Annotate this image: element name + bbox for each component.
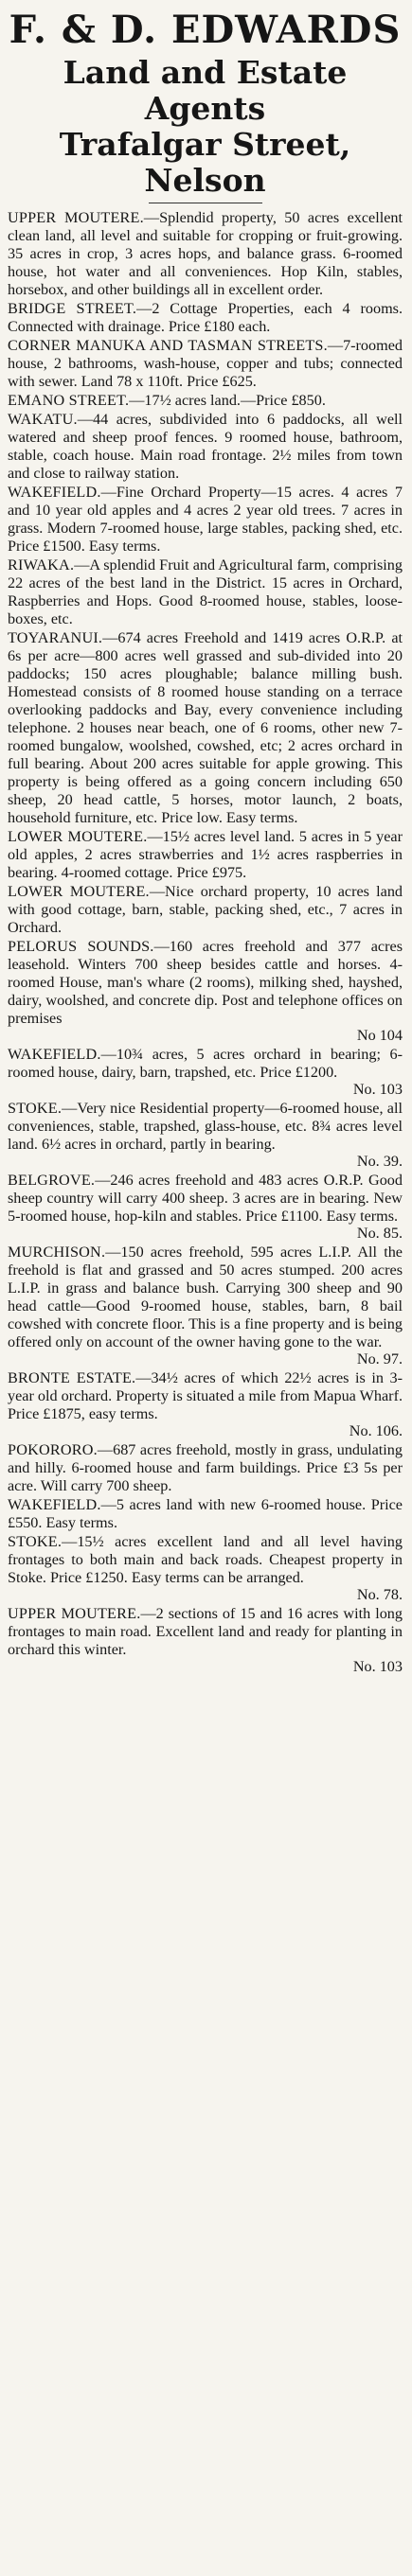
listing-item xyxy=(8,938,403,1045)
listing-location: TOYARANUI. xyxy=(8,629,103,646)
listing-description: —2 Cottage Properties, each 4 rooms. Connected with drainage. Price £180 each. xyxy=(8,300,403,335)
listing-description: —687 acres freehold, mostly in grass, undulating and hilly. 6-roomed house and farm buildings. Price £3 5s per acre. Will carry 700 sheep. xyxy=(8,1441,403,1494)
listing-location: POKORORO. xyxy=(8,1441,98,1458)
masthead xyxy=(8,6,403,203)
listing-item xyxy=(8,1369,403,1440)
listing-item xyxy=(8,337,403,391)
listing-reference-number: No. 103 xyxy=(352,1081,403,1098)
listing-description: —246 acres freehold and 483 acres O.R.P. Good sheep country will carry 400 sheep. 3 acres are in bearing. New 5-roomed house, hop-kiln and stables. Price £1100. Easy terms. xyxy=(8,1172,403,1225)
listing-location: BELGROVE. xyxy=(8,1172,96,1189)
listing-item xyxy=(8,1046,403,1099)
listing-description: —Very nice Residential property—6-roomed house, all conveniences, stable, trapshed, glass-house, etc. 8¾ acres level land. 6½ acres in orchard, partly in bearing. xyxy=(8,1100,403,1153)
listing-description: —17½ acres land.—Price £850. xyxy=(129,392,326,409)
listing-location: LOWER MOUTERE. xyxy=(8,883,150,900)
listing-item xyxy=(8,883,403,937)
listing-item xyxy=(8,484,403,556)
listing-reference-number: No. 103 xyxy=(352,1658,403,1675)
listing-location: STOKE. xyxy=(8,1533,63,1550)
listing-item xyxy=(8,1605,403,1676)
listing-location: RIWAKA. xyxy=(8,556,75,573)
listing-description: —2 sections of 15 and 16 acres with long frontages to main road. Excellent land and ready for planting in orchard this winter. xyxy=(8,1605,403,1658)
tagline: Land and Estate Agents xyxy=(63,54,348,127)
listing-item xyxy=(8,629,403,827)
listing-description: —7-roomed house, 2 bathrooms, wash-house, copper and tubs; connected with sewer. Land 78 x 110ft. Price £625. xyxy=(8,337,403,390)
listing-item xyxy=(8,392,403,410)
street-address: Trafalgar Street, xyxy=(59,126,351,163)
listing-location: BRIDGE STREET. xyxy=(8,300,137,317)
listing-location: MURCHISON. xyxy=(8,1244,106,1261)
listing-description: —5 acres land with new 6-roomed house. Price £550. Easy terms. xyxy=(8,1496,403,1531)
listing-description: —Fine Orchard Property—15 acres. 4 acres 7 and 10 year old apples and 4 acres 2 year old trees. 7 acres in grass. Modern 7-roomed house, large stables, packing shed, etc. Price £1500. Easy terms. xyxy=(8,484,403,555)
listing-description: —A splendid Fruit and Agricultural farm, comprising 22 acres of the best land in the District. 15 acres in Orchard, Raspberries and Hops. Good 8-roomed house, stables, loose-boxes, etc. xyxy=(8,556,403,627)
listing-location: UPPER MOUTERE. xyxy=(8,209,144,226)
listing-item xyxy=(8,828,403,882)
listing-description: —15½ acres excellent land and all level having frontages to both main and back roads. Cheapest property in Stoke. Price £1250. Easy terms can be arranged. xyxy=(8,1533,403,1586)
listing-location: CORNER MANUKA AND TASMAN STREETS. xyxy=(8,337,328,354)
listing-reference-number: No. 85. xyxy=(356,1225,403,1242)
listing-reference-number: No. 97. xyxy=(356,1350,403,1367)
listing-description: —Nice orchard property, 10 acres land with good cottage, barn, stable, packing shed, etc., 7 acres in Orchard. xyxy=(8,883,403,936)
listing-item xyxy=(8,209,403,299)
listing-description: —150 acres freehold, 595 acres L.I.P. All the freehold is flat and grassed and 50 acres stumped. 200 acres L.I.P. in grass and balance bush. Carrying 300 sheep and 90 head cattle—Good 9-roomed house, stables, barn, 8 bail cowshed with concrete floor. This is a fine property and is being offered only on account of the owner having gone to the war. xyxy=(8,1244,403,1350)
listing-item xyxy=(8,1100,403,1171)
listing-reference-number: No. 78. xyxy=(356,1586,403,1603)
listing-location: BRONTE ESTATE. xyxy=(8,1369,136,1386)
listing-location: STOKE. xyxy=(8,1100,63,1117)
town: Nelson xyxy=(144,162,266,199)
listing-location: WAKEFIELD. xyxy=(8,1496,101,1513)
listing-item xyxy=(8,1533,403,1604)
listing-location: WAKATU. xyxy=(8,411,78,428)
listing-reference-number: No. 39. xyxy=(356,1153,403,1170)
listing-location: UPPER MOUTERE. xyxy=(8,1605,141,1622)
listing-location: WAKEFIELD. xyxy=(8,1046,101,1063)
listing-description: —15½ acres level land. 5 acres in 5 year old apples, 2 acres strawberries and 1½ acres raspberries in bearing. 4-roomed cottage. Price £975. xyxy=(8,828,403,881)
listing-item xyxy=(8,411,403,483)
listing-item xyxy=(8,300,403,336)
listing-item xyxy=(8,1172,403,1243)
listing-description: —674 acres Freehold and 1419 acres O.R.P. at 6s per acre—800 acres well grassed and sub-divided into 20 paddocks; 150 acres ploughable; balance milling bush. Homestead consists of 8 roomed house standing on a terrace overlooking paddocks and Bay, every convenience including telephone. 2 houses near beach, one of 6 rooms, other new 7-roomed bungalow, woolshed, cowshed, etc; 2 acres orchard in full bearing. About 200 acres suitable for apple growing. This property is being offered as a going concern including 650 sheep, 20 head cattle, 5 horses, motor launch, 2 boats, household furniture, etc. Price low. Easy terms. xyxy=(8,629,403,826)
listing-location: EMANO STREET. xyxy=(8,392,130,409)
firm-name: F. & D. EDWARDS xyxy=(9,8,402,52)
listing-reference-number: No. 106. xyxy=(349,1422,403,1439)
listing-item xyxy=(8,1441,403,1495)
listing-location: LOWER MOUTERE. xyxy=(8,828,148,845)
listing-description: —Splendid property, 50 acres excellent clean land, all level and suitable for cropping or fruit-growing. 35 acres in crop, 3 acres hops, and balance grass. 6-roomed house, hot water and all conveniences. Hop Kiln, stables, horsebox, and other buildings all in excellent order. xyxy=(8,209,403,298)
listing-location: WAKEFIELD. xyxy=(8,484,101,501)
listing-description: —34½ acres of which 22½ acres is in 3-year old orchard. Property is situated a mile from Mapua Wharf. Price £1875, easy terms. xyxy=(8,1369,403,1422)
listing-item xyxy=(8,1244,403,1368)
listings-column xyxy=(8,209,403,1676)
listing-description: —10¾ acres, 5 acres orchard in bearing; 6-roomed house, dairy, barn, trapshed, etc. Price £1200. xyxy=(8,1046,403,1081)
listing-item xyxy=(8,556,403,628)
listing-item xyxy=(8,1496,403,1532)
listing-location: PELORUS SOUNDS. xyxy=(8,938,154,955)
listing-reference-number: No 104 xyxy=(356,1027,403,1044)
listing-description: —44 acres, subdivided into 6 paddocks, all well watered and sheep proof fences. 9 roomed house, bathroom, stable, coach house. Main road frontage. 2½ miles from town and close to railway station. xyxy=(8,411,403,482)
listing-description: —160 acres freehold and 377 acres leasehold. Winters 700 sheep besides cattle and horses. 4-roomed House, man's whare (2 rooms), milking shed, hayshed, dairy, woolshed, and concrete dip. Post and telephone offices on premises xyxy=(8,938,403,1027)
